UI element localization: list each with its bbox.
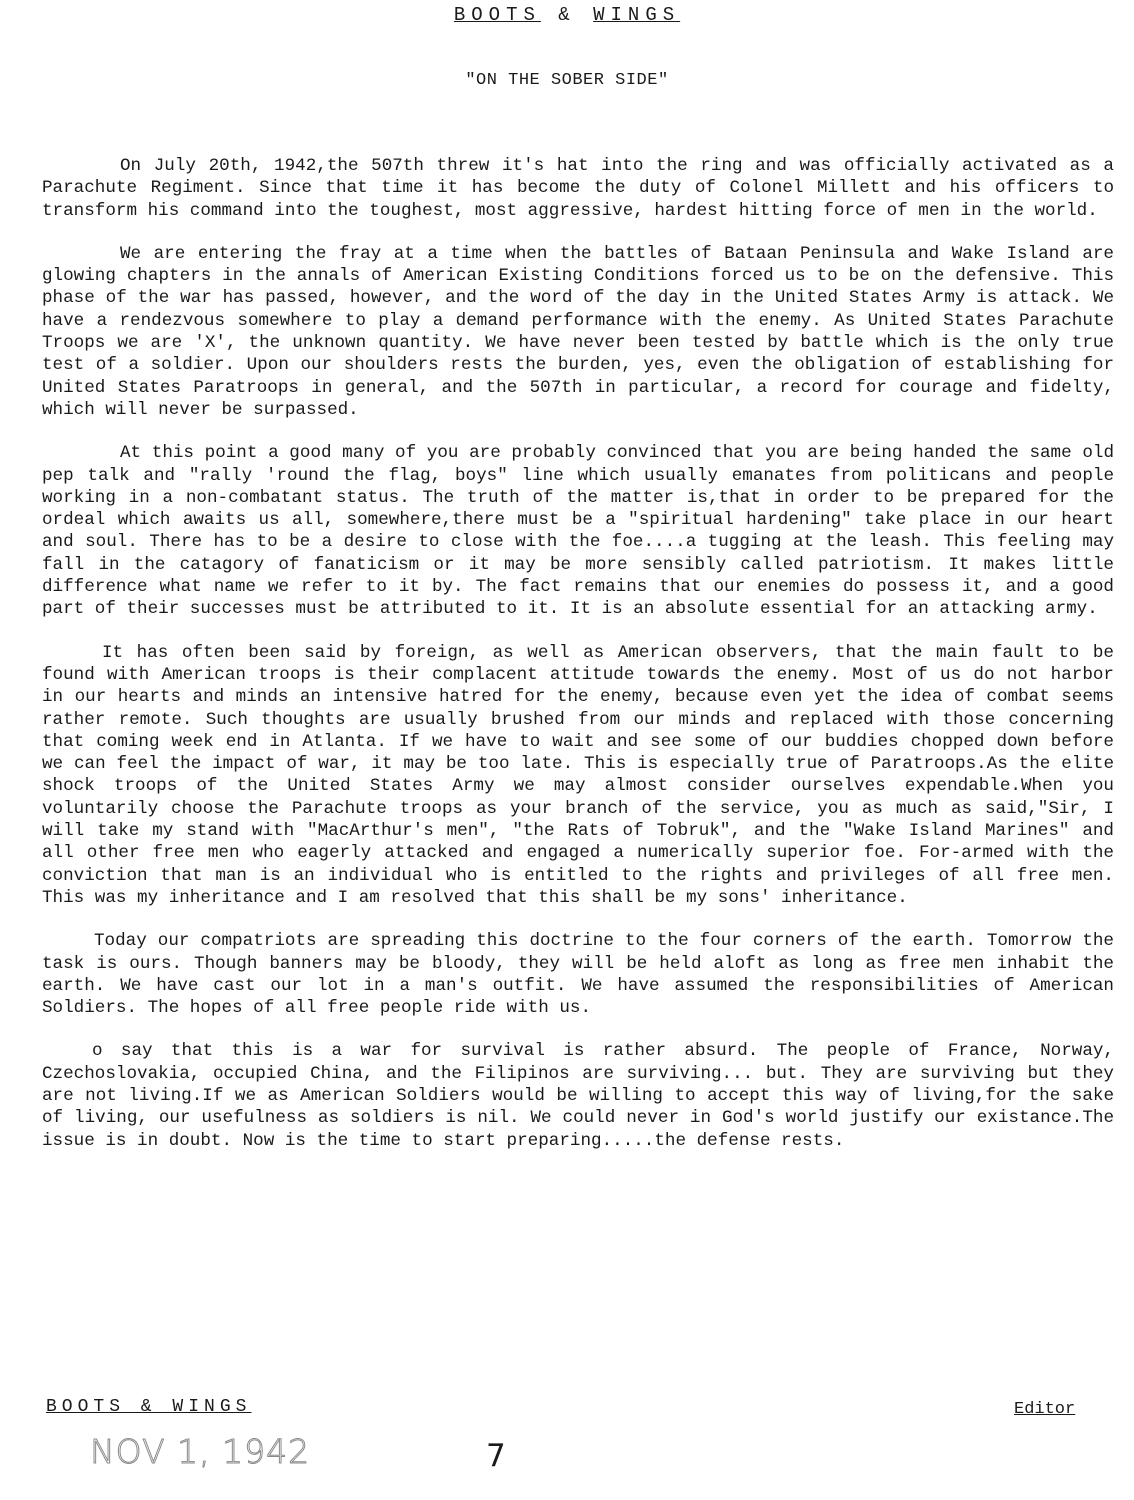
masthead-wings: WINGS — [593, 4, 681, 26]
date-stamp: NOV 1, 1942 — [90, 1432, 311, 1471]
paragraph: On July 20th, 1942,the 507th threw it's hat into the ring and was officially activated as a Parachute Regiment. Since that time it has become the duty of Colonel Millett and his officers to transform his command into the toughest, most aggressive, hardest hitting force of men in the world. — [42, 156, 1114, 221]
masthead-boots: BOOTS — [453, 4, 541, 26]
paragraph: Today our compatriots are spreading this doctrine to the four corners of the earth. Tomorrow the task is ours. Though banners may be bloody, they will be held aloft as long as free men inhabit the earth. We have cast our lot in a man's outfit. We have assumed the responsibilities of American Soldiers. The hopes of all free people ride with us. — [42, 931, 1114, 1019]
footer-masthead: BOOTS & WINGS — [46, 1397, 252, 1417]
page-number: 7 — [486, 1438, 506, 1474]
paragraph: It has often been said by foreign, as well as American observers, that the main fault to be found with American troops is their complacent attitude towards the enemy. Most of us do not harbor in our hearts and minds an intensive hatred for the enemy, because even yet the idea of combat seems rather remote. Such thoughts are usually brushed from our minds and replaced with those concerning that coming week end in Atlanta. If we have to wait and see some of our buddies chopped down before we can feel the impact of war, it may be too late. This is especially true of Paratroops.As the elite shock troops of the United States Army we may almost consider ourselves expendable.When you voluntarily choose the Parachute troops as your branch of the service, you as much as said,"Sir, I will take my stand with "MacArthur's men", "the Rats of Tobruk", and the "Wake Island Marines" and all other free men who eagerly attacked and engaged a numerically superior foe. For-armed with the conviction that man is an individual who is entitled to the rights and privileges of all free men. This was my inheritance and I am resolved that this shall be my sons' inheritance. — [42, 642, 1114, 908]
article-body — [42, 155, 1114, 1173]
masthead-ampersand: & — [558, 4, 576, 26]
paragraph: o say that this is a war for survival is rather absurd. The people of France, Norway, Czechoslovakia, occupied China, and the Filipinos are surviving... but. They are surviving but they are not living.If we as American Soldiers would be willing to accept this way of living,for the sake of living, our usefulness as soldiers is nil. We could never in God's world justify our existance.The issue is in doubt. Now is the time to start preparing.....the defense rests. — [42, 1041, 1114, 1151]
paragraph: At this point a good many of you are probably convinced that you are being handed the same old pep talk and "rally 'round the flag, boys" line which usually emanates from politicans and people working in a non-combatant status. The truth of the matter is,that in order to be prepared for the ordeal which awaits us all, somewhere,there must be a "spiritual hardening" take place in our heart and soul. There has to be a desire to close with the foe....a tugging at the leash. This feeling may fall in the catagory of fanaticism or it may be more sensibly called patriotism. It makes little difference what name we refer to it by. The fact remains that our enemies do possess it, and a good part of their successes must be attributed to it. It is an absolute essential for an attacking army. — [42, 443, 1114, 620]
article-title: "ON THE SOBER SIDE" — [465, 71, 669, 90]
editor-signature: Editor — [1014, 1400, 1076, 1419]
masthead — [0, 4, 1134, 26]
paragraph: We are entering the fray at a time when the battles of Bataan Peninsula and Wake Island are glowing chapters in the annals of American Existing Conditions forced us to be on the defensive. This phase of the war has passed, however, and the word of the day in the United States Army is attack. We have a rendezvous somewhere to play a demand performance with the enemy. As United States Parachute Troops we are 'X', the unknown quantity. We have never been tested by battle which is the only true test of a soldier. Upon our shoulders rests the burden, yes, even the obligation of establishing for United States Paratroops in general, and the 507th in particular, a record for courage and fidelty, which will never be surpassed. — [42, 243, 1114, 420]
